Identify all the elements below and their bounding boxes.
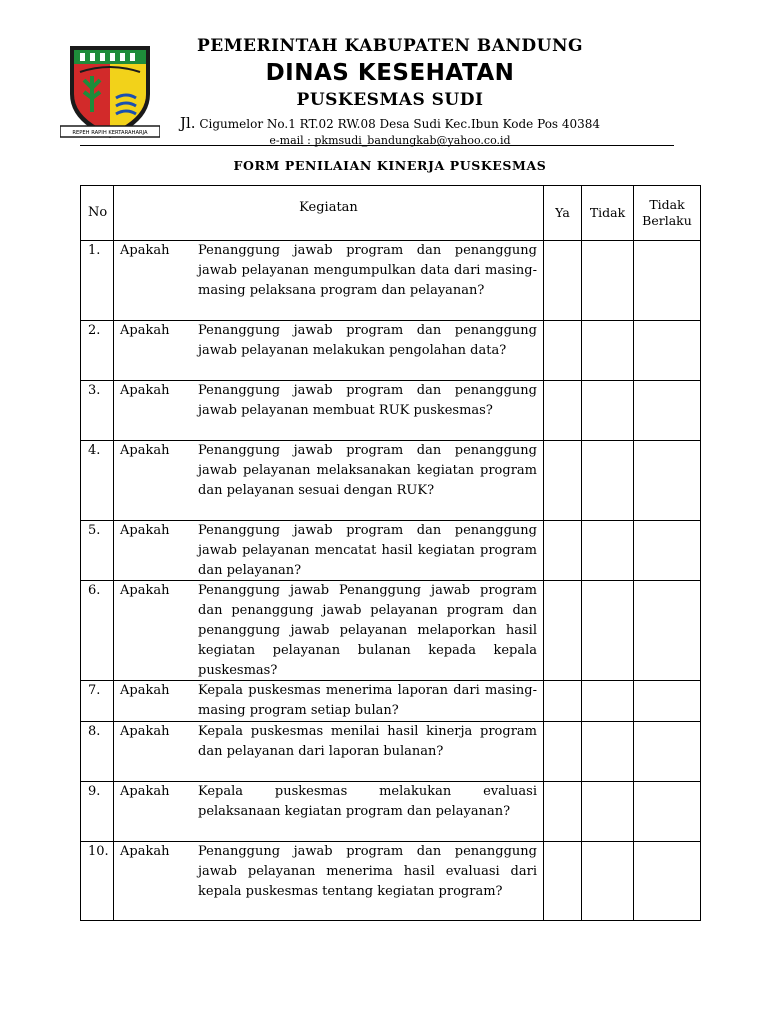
- checkbox-tidak-berlaku[interactable]: [634, 721, 701, 781]
- checkbox-ya[interactable]: [544, 441, 582, 521]
- row-number: 5.: [81, 521, 114, 581]
- checkbox-tidak-berlaku[interactable]: [634, 521, 701, 581]
- checkbox-tidak-berlaku[interactable]: [634, 841, 701, 920]
- checkbox-ya[interactable]: [544, 681, 582, 722]
- row-number: 1.: [81, 241, 114, 321]
- email: e-mail : pkmsudi_bandungkab@yahoo.co.id: [269, 134, 511, 147]
- row-question: Kepala puskesmas menilai hasil kinerja program dan pelayanan dari laporan bulanan?: [198, 723, 537, 759]
- checkbox-tidak-berlaku[interactable]: [634, 321, 701, 381]
- checkbox-ya[interactable]: [544, 841, 582, 920]
- checkbox-tidak[interactable]: [582, 581, 634, 681]
- row-number: 10.: [81, 841, 114, 920]
- assessment-table: [80, 185, 701, 921]
- table-row: [81, 521, 701, 581]
- checkbox-tidak[interactable]: [582, 321, 634, 381]
- checkbox-tidak[interactable]: [582, 781, 634, 841]
- checkbox-tidak-berlaku[interactable]: [634, 381, 701, 441]
- department-name: DINAS KESEHATAN: [265, 60, 515, 86]
- table-row: [81, 841, 701, 920]
- row-question: Kepala puskesmas melakukan evaluasi pelaksanaan kegiatan program dan pelayanan?: [198, 783, 537, 819]
- row-question: Penanggung jawab program dan penanggung jawab pelayanan menerima hasil evaluasi dari kepala puskesmas tentang kegiatan program?: [198, 843, 537, 899]
- address: Jl. Cigumelor No.1 RT.02 RW.08 Desa Sudi Kec.Ibun Kode Pos 40384: [179, 114, 601, 132]
- row-question: Penanggung jawab program dan penanggung jawab pelayanan mengumpulkan data dari masing-masing pelaksana program dan pelayanan?: [198, 243, 537, 298]
- row-number: 8.: [81, 721, 114, 781]
- table-row: [81, 781, 701, 841]
- row-question: Penanggung jawab program dan penanggung jawab pelayanan mencatat hasil kegiatan program dan pelayanan?: [198, 523, 537, 578]
- table-row: [81, 721, 701, 781]
- checkbox-tidak[interactable]: [582, 841, 634, 920]
- row-kegiatan: [114, 681, 544, 722]
- table-row: [81, 241, 701, 321]
- row-number: 6.: [81, 581, 114, 681]
- row-kegiatan: [114, 321, 544, 381]
- svg-text:REPEH RAPIH KERTARAHARJA: REPEH RAPIH KERTARAHARJA: [72, 130, 148, 136]
- checkbox-tidak-berlaku[interactable]: [634, 681, 701, 722]
- row-question: Penanggung jawab program dan penanggung jawab pelayanan membuat RUK puskesmas?: [198, 383, 537, 418]
- letterhead: [0, 30, 768, 147]
- row-question: Penanggung jawab program dan penanggung jawab pelayanan melakukan pengolahan data?: [198, 323, 537, 358]
- table-row: [81, 381, 701, 441]
- checkbox-ya[interactable]: [544, 781, 582, 841]
- header-no: No: [81, 186, 114, 241]
- row-prefix: Apakah: [120, 723, 170, 739]
- unit-name: PUSKESMAS SUDI: [296, 90, 484, 110]
- row-number: 4.: [81, 441, 114, 521]
- row-kegiatan: [114, 721, 544, 781]
- row-prefix: Apakah: [120, 583, 170, 599]
- row-kegiatan: [114, 441, 544, 521]
- row-prefix: Apakah: [120, 443, 170, 458]
- checkbox-ya[interactable]: [544, 381, 582, 441]
- row-prefix: Apakah: [120, 323, 170, 338]
- row-prefix: Apakah: [120, 683, 170, 699]
- row-prefix: Apakah: [120, 383, 170, 398]
- table-header: [81, 186, 701, 241]
- row-prefix: Apakah: [120, 243, 170, 258]
- kabupaten-bandung-logo: [60, 42, 160, 142]
- checkbox-tidak[interactable]: [582, 241, 634, 321]
- checkbox-ya[interactable]: [544, 241, 582, 321]
- row-question: Kepala puskesmas menerima laporan dari masing-masing program setiap bulan?: [198, 683, 537, 719]
- header-ya: Ya: [544, 186, 582, 241]
- row-kegiatan: [114, 241, 544, 321]
- checkbox-tidak[interactable]: [582, 521, 634, 581]
- row-question: Penanggung jawab Penanggung jawab program dan penanggung jawab pelayanan program dan penanggung jawab pelayanan melaporkan hasil kegiatan pelayanan bulanan kepada kepala puskesmas?: [198, 583, 537, 678]
- form-title: FORM PENILAIAN KINERJA PUSKESMAS: [233, 158, 547, 173]
- checkbox-ya[interactable]: [544, 321, 582, 381]
- row-number: 2.: [81, 321, 114, 381]
- checkbox-tidak[interactable]: [582, 441, 634, 521]
- header-tidak: Tidak: [582, 186, 634, 241]
- row-prefix: Apakah: [120, 843, 170, 859]
- checkbox-ya[interactable]: [544, 521, 582, 581]
- header-kegiatan: Kegiatan: [114, 186, 544, 241]
- letterhead-divider: [80, 145, 674, 146]
- checkbox-tidak[interactable]: [582, 721, 634, 781]
- table-row: [81, 321, 701, 381]
- checkbox-tidak-berlaku[interactable]: [634, 441, 701, 521]
- row-prefix: Apakah: [120, 783, 170, 799]
- row-number: 3.: [81, 381, 114, 441]
- checkbox-tidak[interactable]: [582, 681, 634, 722]
- row-question: Penanggung jawab program dan penanggung jawab pelayanan melaksanakan kegiatan program dan pelayanan sesuai dengan RUK?: [198, 443, 537, 498]
- checkbox-tidak-berlaku[interactable]: [634, 241, 701, 321]
- checkbox-tidak-berlaku[interactable]: [634, 781, 701, 841]
- row-kegiatan: [114, 841, 544, 920]
- checkbox-ya[interactable]: [544, 581, 582, 681]
- checkbox-tidak[interactable]: [582, 381, 634, 441]
- checkbox-tidak-berlaku[interactable]: [634, 581, 701, 681]
- row-kegiatan: [114, 381, 544, 441]
- row-kegiatan: [114, 581, 544, 681]
- government-name: PEMERINTAH KABUPATEN BANDUNG: [196, 36, 584, 56]
- row-kegiatan: [114, 781, 544, 841]
- table-row: [81, 441, 701, 521]
- table-row: [81, 681, 701, 722]
- header-tidak-berlaku: Tidak Berlaku: [634, 186, 701, 241]
- table-row: [81, 581, 701, 681]
- row-number: 7.: [81, 681, 114, 722]
- row-kegiatan: [114, 521, 544, 581]
- row-prefix: Apakah: [120, 523, 170, 538]
- checkbox-ya[interactable]: [544, 721, 582, 781]
- row-number: 9.: [81, 781, 114, 841]
